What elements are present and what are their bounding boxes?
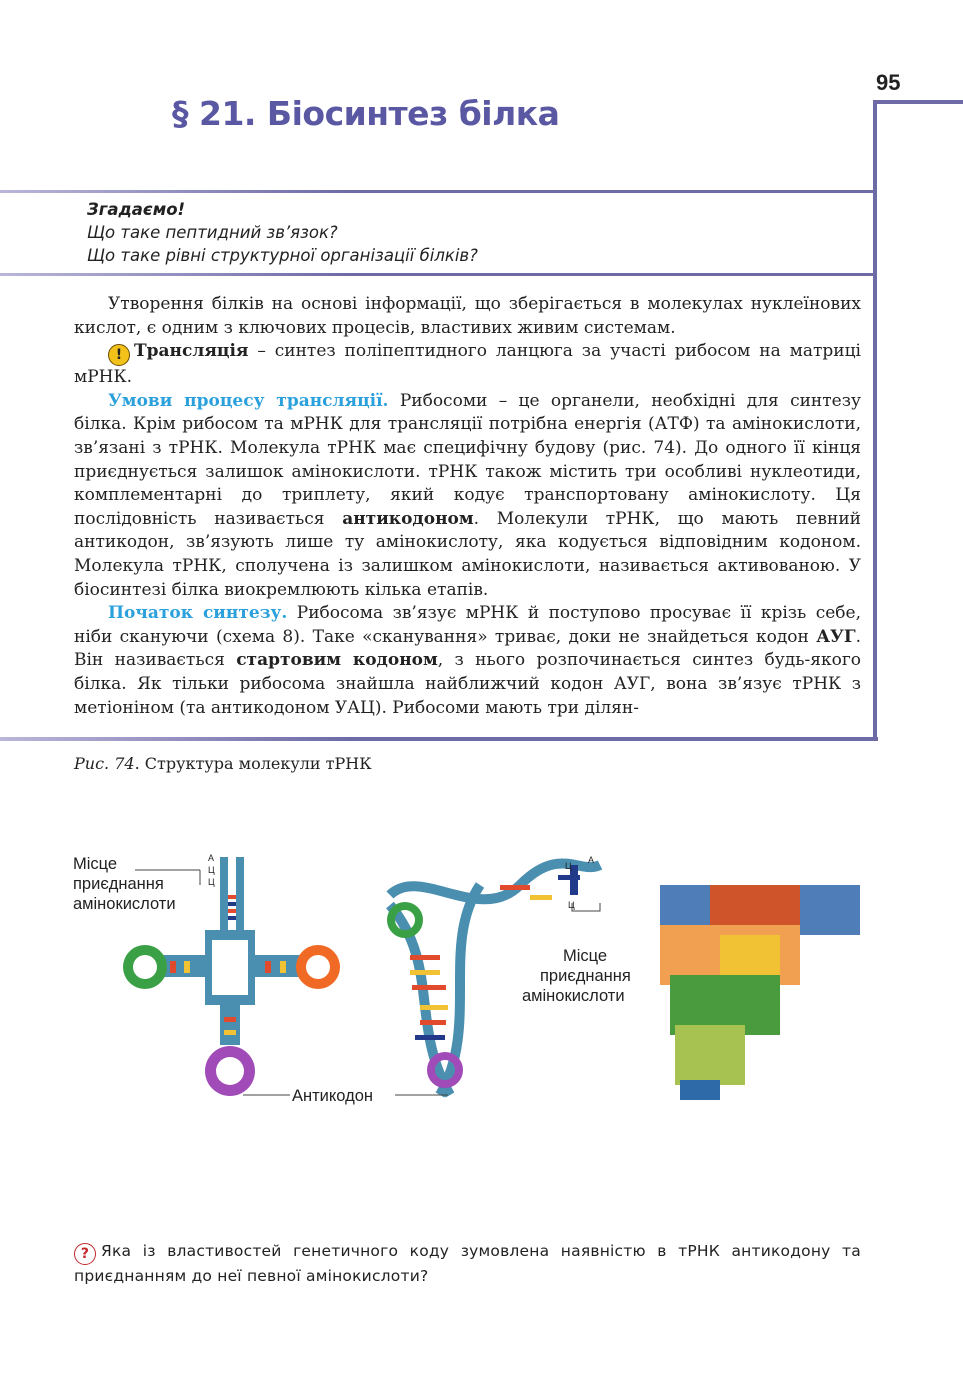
label-site-line1: Місце xyxy=(73,855,118,873)
label-anticodon: Антикодон xyxy=(292,1087,374,1105)
label-site-line3: амінокислоти xyxy=(73,895,176,913)
term-translation: Трансляція xyxy=(134,341,249,362)
nucleotide-label: Ц xyxy=(208,865,215,875)
review-question: ? Яка із властивостей генетичного коду зумовлена наявністю в тРНК антикодону та приєднанням до неї певної амінокислоти? xyxy=(74,1242,861,1285)
exclamation-icon: ! xyxy=(108,344,130,366)
margin-rule-horizontal xyxy=(876,100,963,104)
paragraph: ! Трансляція – синтез поліпептидного ланцюга за участі рибосом на матриці мРНК. xyxy=(74,341,861,388)
nucleotide-label: А xyxy=(588,855,595,865)
trna-illustration xyxy=(60,845,880,1115)
body-text xyxy=(74,293,861,720)
label-site-line2: приєднання xyxy=(73,875,164,893)
section-heading: Умови процесу трансляції. xyxy=(108,390,389,411)
paragraph: Утворення білків на основі інформації, що зберігається в молекулах нуклеїнових кислот, є одним з ключових процесів, властивих живим системам. xyxy=(74,294,861,338)
paragraph: Початок синтезу. Рибосома зв’язує мРНК й поступово просуває її крізь себе, ніби скануючи (схема 8). Таке «сканування» триває, доки не знайдеться кодон АУГ. Він називається стартовим кодоном, з нього розпочинається синтез будь-якого білка. Як тільки рибосома знайшла найближчий кодон АУГ, вона зв’язує тРНК з метіоніном (та антикодоном УАЦ). Рибосоми мають три ділян- xyxy=(74,603,862,718)
section-heading: Початок синтезу. xyxy=(108,603,288,624)
question-icon: ? xyxy=(74,1243,96,1265)
trna-figure xyxy=(60,845,880,1115)
divider-bottom xyxy=(0,737,878,741)
recall-question: Що таке пептидний зв’язок? xyxy=(87,223,338,242)
label-site-2-line3: амінокислоти xyxy=(522,987,625,1005)
nucleotide-label: Ц xyxy=(208,877,215,887)
term-anticodon: антикодоном xyxy=(342,508,474,529)
paragraph: Умови процесу трансляції. Рибосоми – це органели, необхідні для синтезу білка. Крім рибосом та мРНК для трансляції потрібна енергія (АТФ) та амінокислоти, зв’язані з тРНК. Молекула тРНК має специфічну будову (рис. 74). До одного її кінця приєднується залишок амінокислоти. тРНК також містить три особливі нуклеотиди, комплементарні до триплету, який кодує транспортовану амінокислоту. Ця послідовність називається антикодоном. Молекули тРНК, що мають певний антикодон, зв’язують лише ту амінокислоту, яка кодується відповідним кодоном. Молекула тРНК, сполучена із залишком амінокислоти, називається активованою. У біосинтезі білка виокремлюють кілька етапів. xyxy=(74,390,861,600)
divider-top xyxy=(0,190,876,193)
recall-box xyxy=(87,198,478,267)
divider-recall xyxy=(0,273,876,276)
trna-space-filling-model xyxy=(660,885,860,1100)
nucleotide-label: Ц xyxy=(565,861,572,871)
label-site-2-line2: приєднання xyxy=(540,967,631,985)
nucleotide-label: Ц xyxy=(568,900,575,910)
label-site-2-line1: Місце xyxy=(563,947,608,965)
term-start-codon: стартовим кодоном xyxy=(236,650,438,671)
recall-question: Що таке рівні структурної організації білків? xyxy=(87,246,478,265)
nucleotide-label: А xyxy=(208,853,215,863)
figure-number: Рис. 74 xyxy=(74,754,135,773)
page-number: 95 xyxy=(876,70,901,95)
chapter-title: § 21. Біосинтез білка xyxy=(172,94,560,133)
margin-rule-vertical xyxy=(873,100,877,740)
figure-caption: Рис. 74. Структура молекули тРНК xyxy=(74,754,372,773)
codon-aug: АУГ xyxy=(816,626,856,647)
recall-heading: Згадаємо! xyxy=(87,200,186,219)
